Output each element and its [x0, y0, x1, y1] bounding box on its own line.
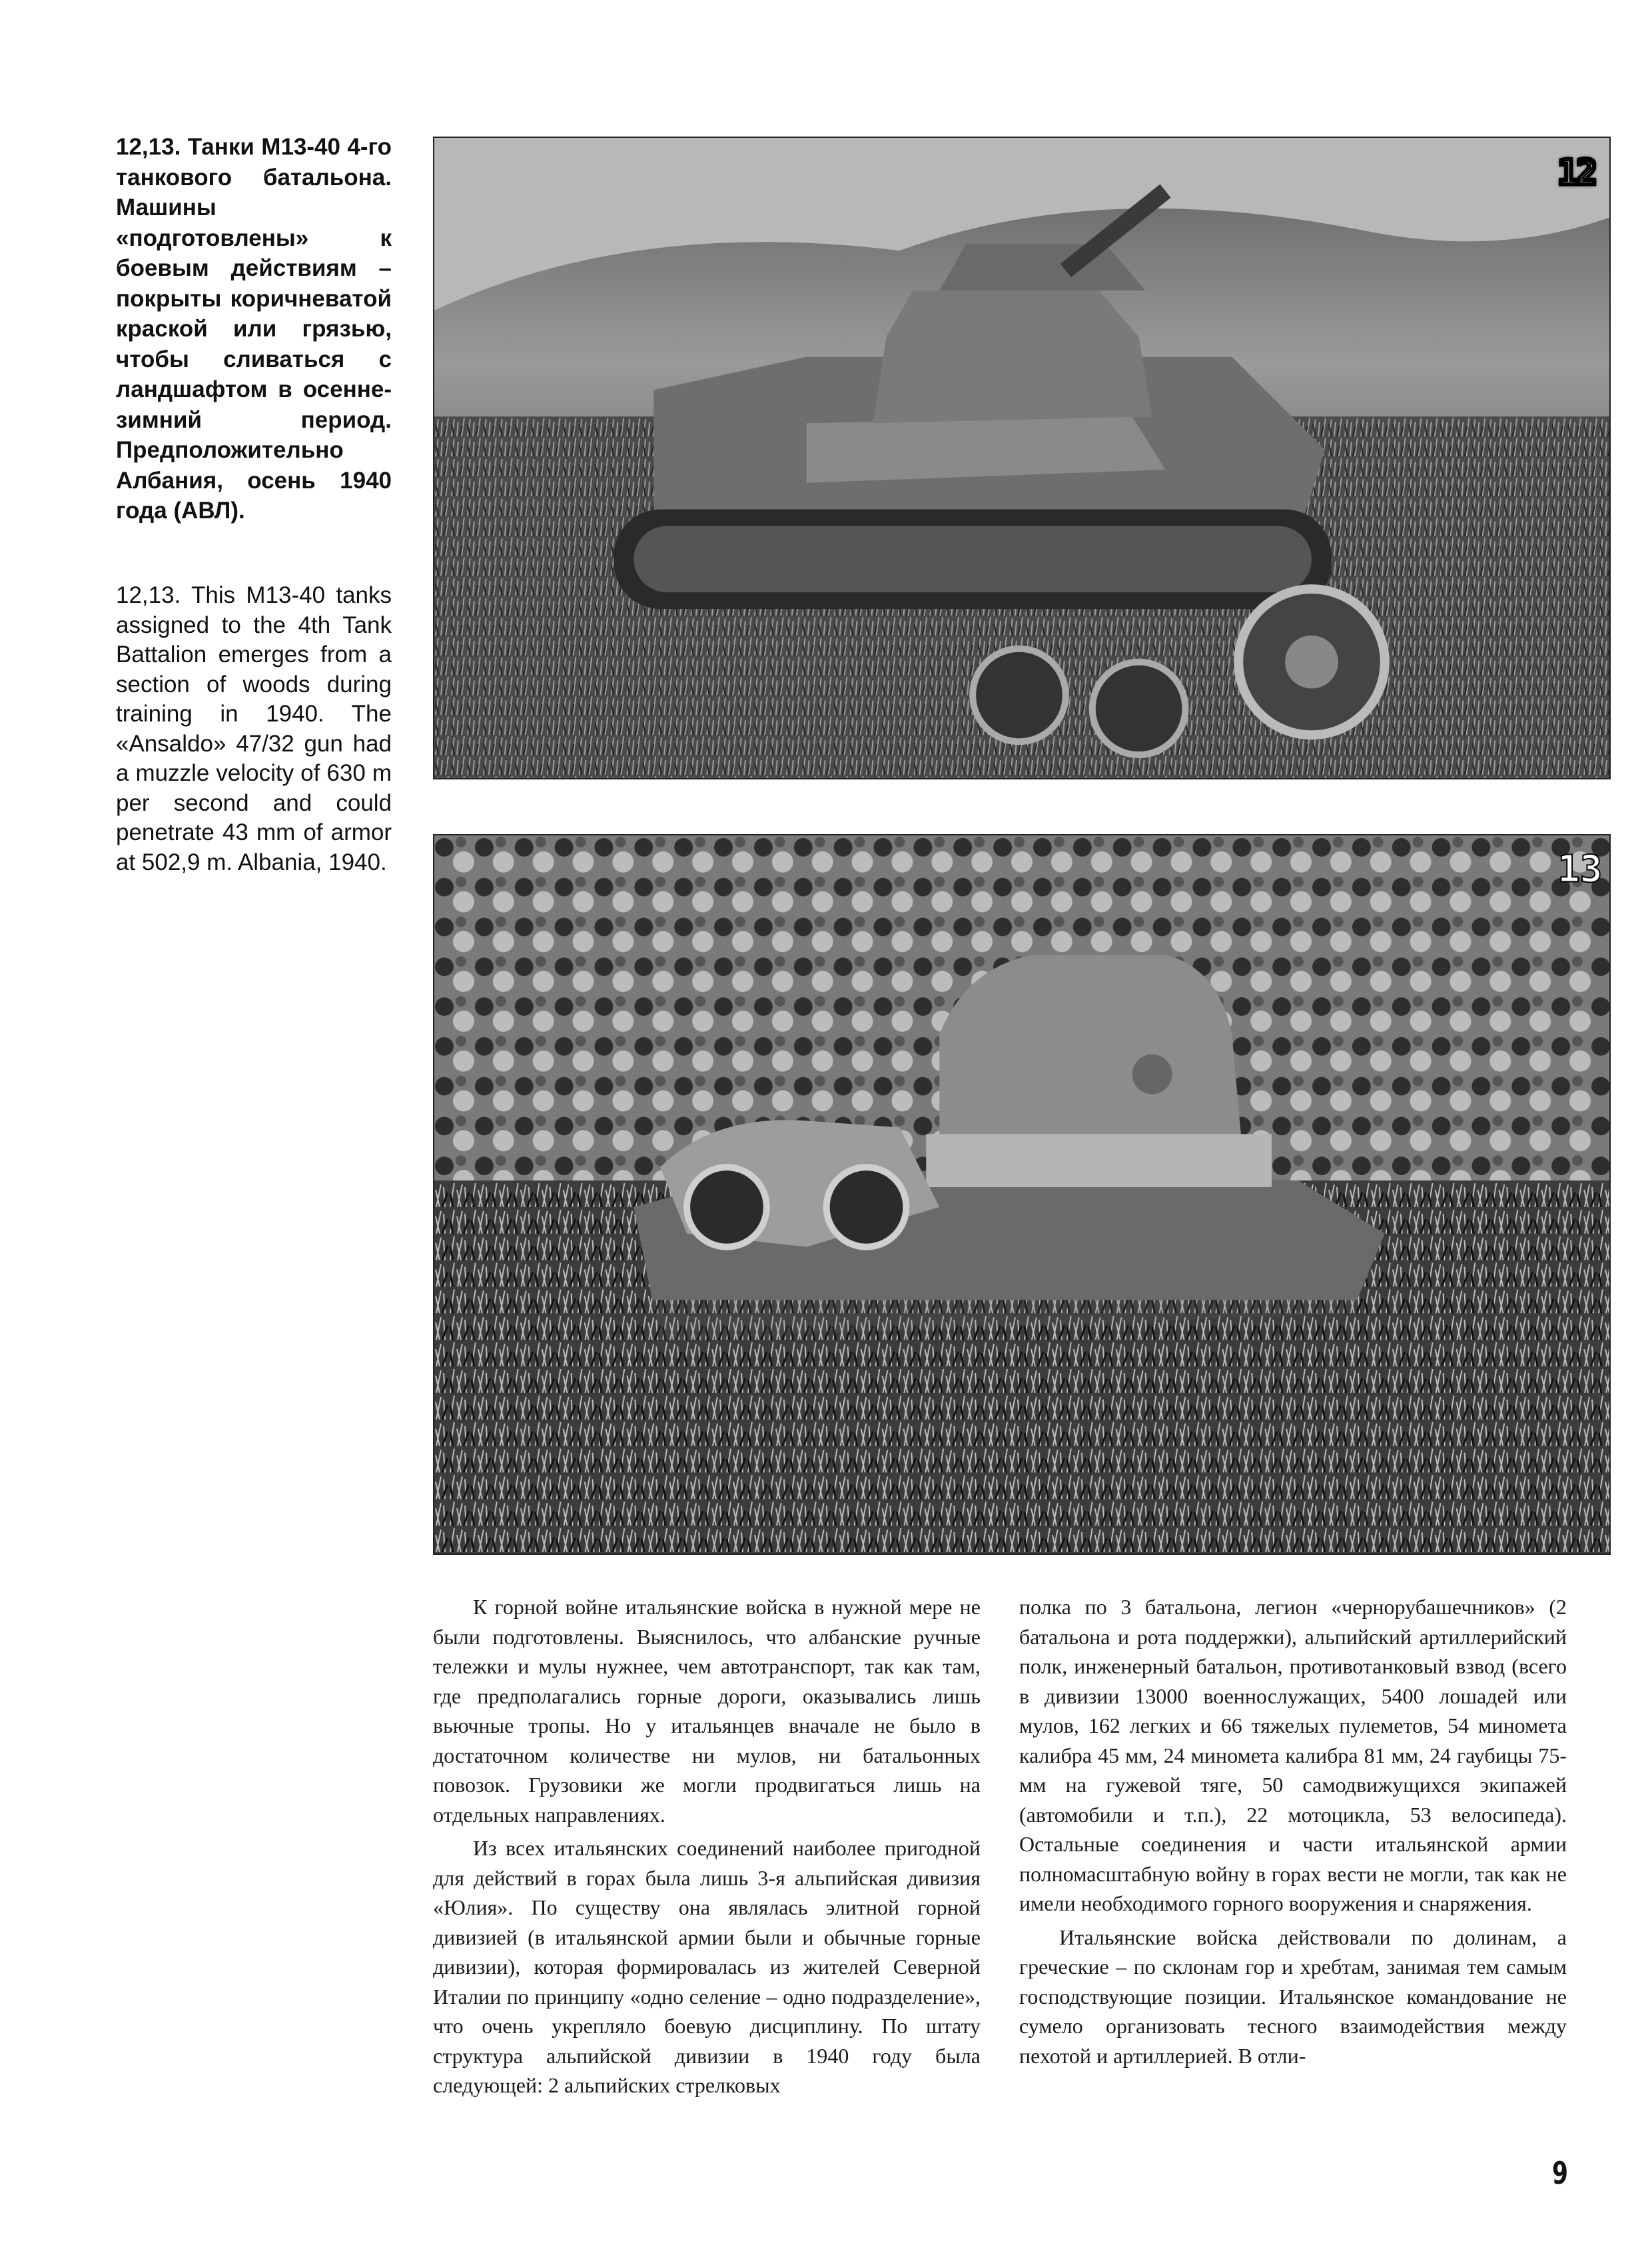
photo-12-number: 12: [1557, 153, 1595, 193]
paragraph: Итальянские войска действовали по долинам, а греческие – по склонам гор и хребтам, занимая тем самым господствующие позиции. Итальянское командование не сумело организовать тесного взаимодействия между пехотой и артиллерией. В отли-: [1019, 1925, 1567, 2068]
photo-13-number: 13: [1557, 847, 1603, 891]
caption-english: 12,13. This M13-40 tanks assigned to the 4th Tank Battalion emerges from a section of woods during training in 1940. The «Ansaldo» 47/32 gun had a muzzle velocity of 630 m per second and could penetrate 43 mm of armor at 502,9 m. Albania, 1940.: [116, 582, 392, 875]
photo-13-image: [434, 835, 1609, 1554]
caption-russian: 12,13. Танки М13-40 4-го танкового батальона. Машины «подготовлены» к боевым действиям – покрыты коричневатой краской или грязью, чтобы сливаться с ландшафтом в осенне-зимний период. Предположительно Албания, осень 1940 года (АВЛ).: [116, 134, 392, 524]
body-text-right-column: [1019, 1592, 1567, 2070]
photo-12: [433, 137, 1611, 779]
paragraph: К горной войне итальянские войска в нужной мере не были подготовлены. Выяснилось, что албанские ручные тележки и мулы нужнее, чем автотранспорт, так как там, где предполагались горные дороги, оказывались лишь вьючные тропы. Но у итальянцев вначале не было в достаточном количестве ни мулов, ни батальонных повозок. Грузовики же могли продвигаться лишь на отдельных направлениях.: [433, 1595, 981, 1827]
photo-12-image: [434, 138, 1609, 778]
body-text-left-column: [433, 1592, 981, 2100]
photo-13: [433, 834, 1611, 1555]
paragraph: Из всех итальянских соединений наиболее пригодной для действий в горах была лишь 3-я альпийская дивизия «Юлия». По существу она являлась элитной горной дивизией (в итальянской армии были и обычные горные дивизии), которая формировалась из жителей Северной Италии по принципу «одно селение – одно подразделение», что очень укрепляло боевую дисциплину. По штату структура альпийской дивизии в 1940 году была следующей: 2 альпийских стрелковых: [433, 1836, 981, 2097]
page-number: 9: [1552, 2155, 1569, 2191]
paragraph: полка по 3 батальона, легион «чернорубашечников» (2 батальона и рота поддержки), альпийский артиллерийский полк, инженерный батальон, противотанковый взвод (всего в дивизии 13000 военнослужащих, 5400 лошадей или мулов, 162 легких и 66 тяжелых пулеметов, 54 миномета калибра 45 мм, 24 миномета калибра 81 мм, 24 гаубицы 75-мм на гужевой тяге, 50 самодвижущихся экипажей (автомобили и т.п.), 22 мотоцикла, 53 велосипеда). Остальные соединения и части итальянской армии полномасштабную войну в горах вести не могли, так как не имели необходимого горного вооружения и снаряжения.: [1019, 1595, 1567, 1915]
